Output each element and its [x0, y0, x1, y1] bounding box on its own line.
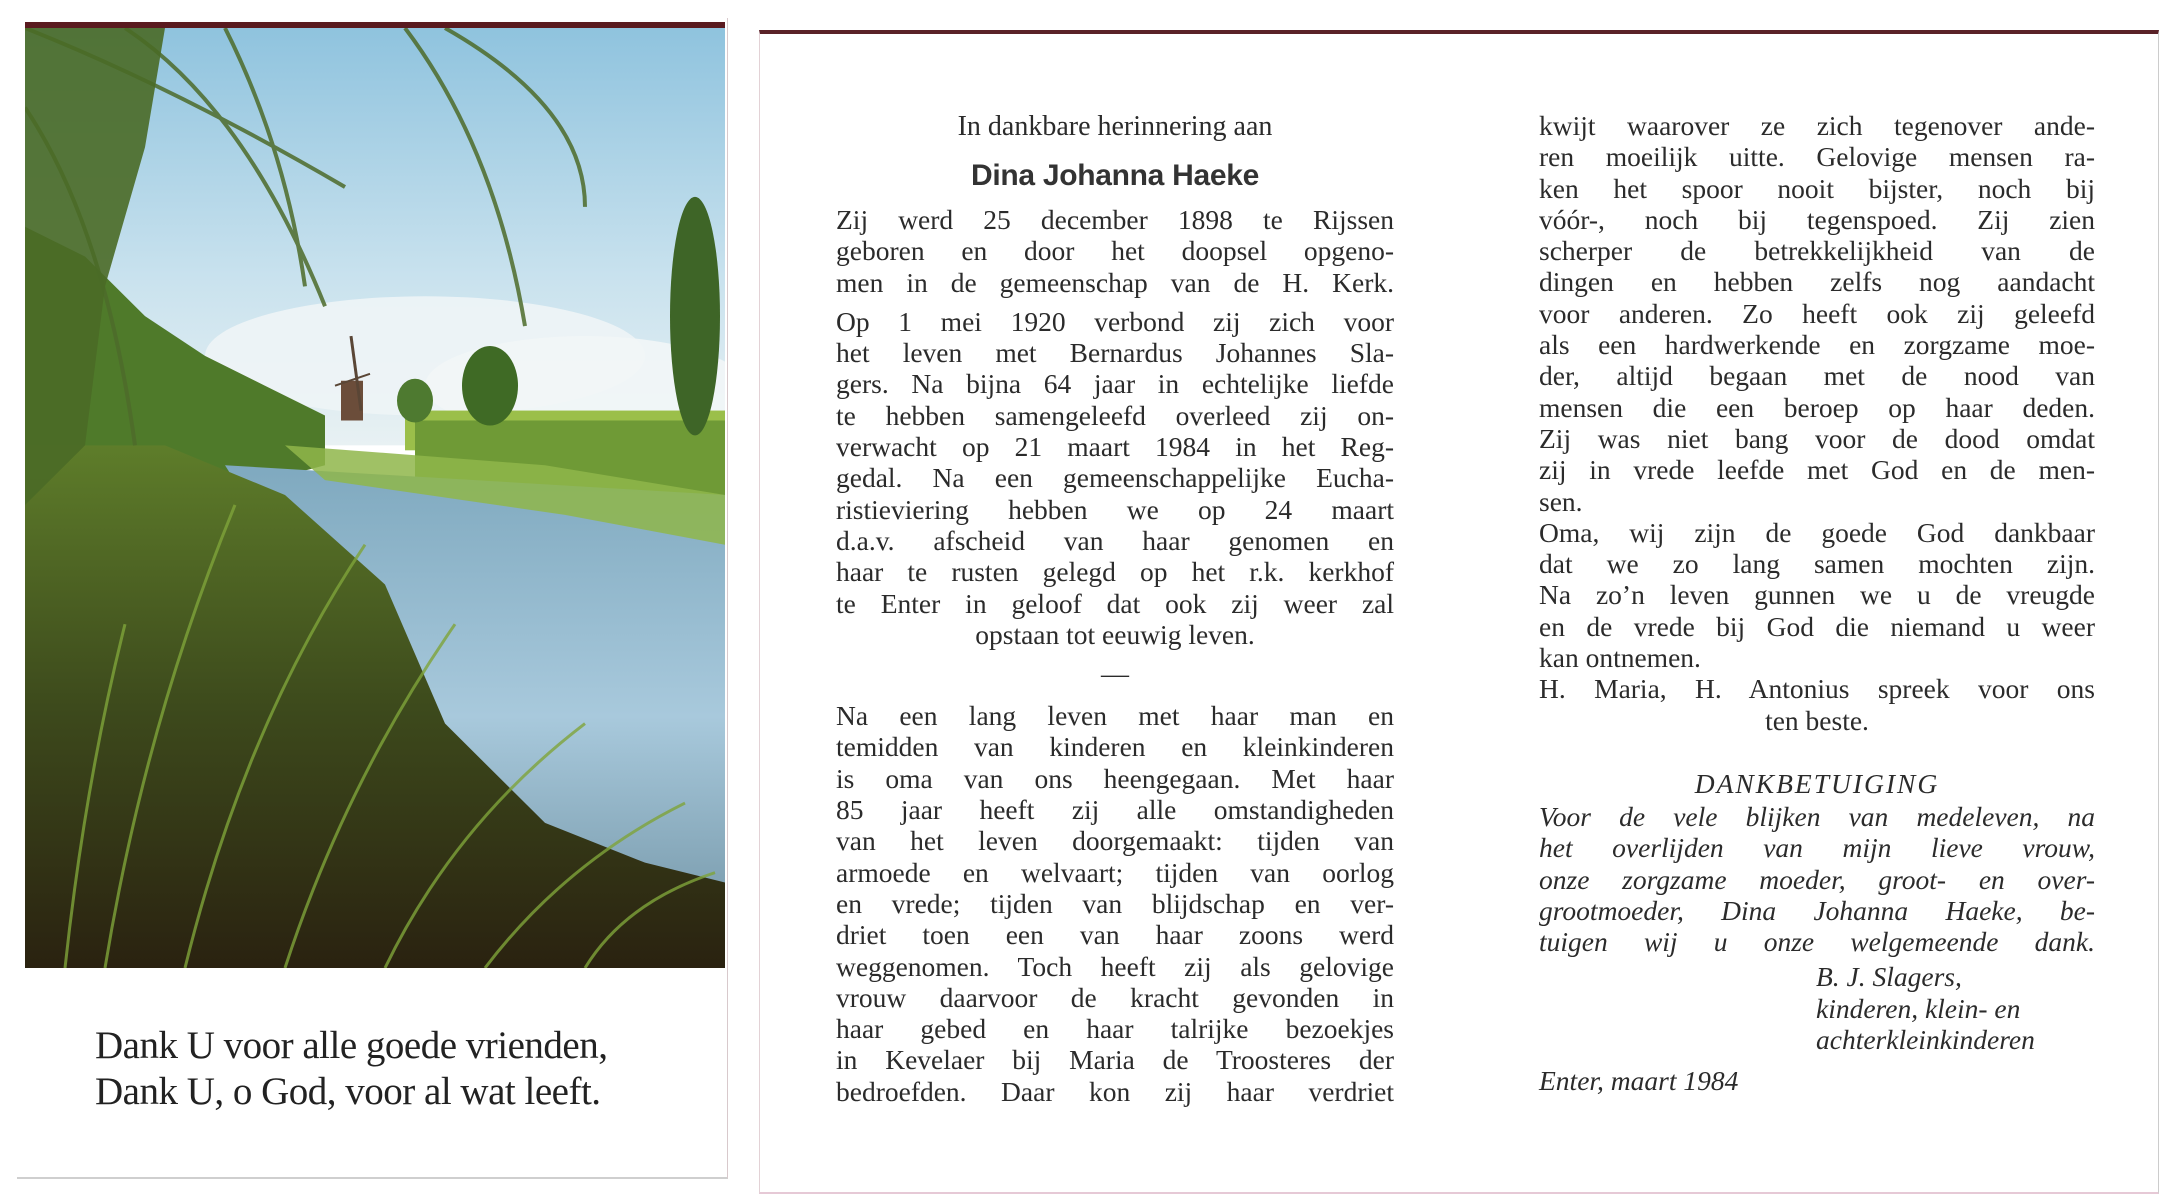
text-line: sen. [1539, 485, 1583, 517]
signature-line: B. J. Slagers, [1816, 961, 1962, 993]
signature-line: kinderen, klein- en [1816, 992, 2021, 1024]
separator: — [1101, 659, 1129, 691]
paragraph-birth [836, 204, 1394, 298]
middle-column [836, 110, 1394, 1107]
text-line: verwacht op 21 maart 1984 in het Reg- [836, 431, 1394, 463]
paragraph-life [836, 700, 1394, 1107]
text-line: dingen en hebben zelfs nog aandacht [1539, 266, 2095, 298]
text-line: gedal. Na een gemeenschappelijke Eucha- [836, 462, 1394, 494]
text-line: 85 jaar heeft zij alle omstandigheden [836, 794, 1394, 826]
landscape-photo [25, 22, 725, 968]
text-line: haar te rusten gelegd op het r.k. kerkhof [836, 556, 1394, 588]
text-line: in Kevelaer bij Maria de Troosteres der [836, 1044, 1394, 1076]
card-heading: In dankbare herinnering aan [957, 111, 1273, 142]
memorial-card-inside [759, 30, 2159, 1194]
acknowledgement-text [1539, 801, 2095, 957]
text-line: d.a.v. afscheid van haar genomen en [836, 524, 1394, 556]
verse [95, 1023, 715, 1115]
text-line: vóór-, noch bij tegenspoed. Zij zien [1539, 203, 2095, 235]
text-line: Zij was niet bang voor de dood omdat [1539, 422, 2095, 454]
text-line: Na een lang leven met haar man en [836, 700, 1394, 732]
acknowledgement-title: DANKBETUIGING [1694, 767, 1940, 799]
text-line: ren moeilijk uitte. Gelovige mensen ra- [1539, 141, 2095, 173]
tree [670, 197, 720, 435]
text-line: der, altijd begaan met de nood van [1539, 360, 2095, 392]
text-line: kan ontnemen. [1539, 642, 1701, 674]
text-line: geboren en door het doopsel opgeno- [836, 235, 1394, 267]
text-line: ristieviering hebben we op 24 maart [836, 493, 1394, 525]
text-line: Na zo’n leven gunnen we u de vreugde [1539, 579, 2095, 611]
text-line: kwijt waarover ze zich tegenover ande- [1539, 110, 2095, 141]
text-line: Oma, wij zijn de goede God dankbaar [1539, 516, 2095, 548]
text-line: haar gebed en haar talrijke bezoekjes [836, 1013, 1394, 1045]
tree [462, 346, 518, 425]
text-line: bedroefden. Daar kon zij haar verdriet [836, 1075, 1394, 1107]
text-line: grootmoeder, Dina Johanna Haeke, be- [1539, 894, 2095, 926]
text-line: H. Maria, H. Antonius spreek voor ons [1539, 673, 2095, 705]
text-line: scherper de betrekkelijkheid van de [1539, 235, 2095, 267]
right-column [1539, 110, 2095, 1097]
text-line: en de vrede bij God die niemand u weer [1539, 610, 2095, 642]
text-line: vrouw daarvoor de kracht gevonden in [836, 981, 1394, 1013]
text-line: van het leven doorgemaakt: tijden van [836, 825, 1394, 857]
text-line: dat we zo lang samen mochten zijn. [1539, 548, 2095, 580]
text-line: te hebben samengeleefd overleed zij on- [836, 399, 1394, 431]
paragraph-marriage [836, 306, 1394, 650]
text-line: Voor de vele blijken van medeleven, na [1539, 800, 2095, 832]
text-line: Op 1 mei 1920 verbond zij zich voor [836, 305, 1394, 337]
text-line: het overlijden van mijn lieve vrouw, [1539, 832, 2095, 864]
text-line: Zij werd 25 december 1898 te Rijssen [836, 204, 1394, 235]
text-line: voor anderen. Zo heeft ook zij geleefd [1539, 297, 2095, 329]
text-line: is oma van ons heengegaan. Met haar [836, 762, 1394, 794]
text-line: temidden van kinderen en kleinkinderen [836, 731, 1394, 763]
text-line: het leven met Bernardus Johannes Sla- [836, 337, 1394, 369]
prayer [1539, 673, 2095, 736]
text-line: en vrede; tijden van blijdschap en ver- [836, 887, 1394, 919]
text-line: ken het spoor nooit bijster, noch bij [1539, 172, 2095, 204]
paragraph-faith [1539, 110, 2095, 517]
signature [1539, 961, 2095, 1055]
text-line: opstaan tot eeuwig leven. [975, 618, 1255, 650]
place-date: Enter, maart 1984 [1539, 1065, 1739, 1097]
text-line: weggenomen. Toch heeft zij als gelovige [836, 950, 1394, 982]
text-line: ten beste. [1765, 704, 1869, 736]
text-line: onze zorgzame moeder, groot- en over- [1539, 863, 2095, 895]
text-line: mensen die een beroep op haar deden. [1539, 391, 2095, 423]
memorial-card-front [17, 18, 728, 1179]
verse-line: Dank U voor alle goede vrienden, [95, 1024, 608, 1067]
paragraph-gratitude [1539, 517, 2095, 673]
text-line: zij in vrede leefde met God en de men- [1539, 454, 2095, 486]
text-line: driet toen een van haar zoons werd [836, 919, 1394, 951]
text-line: te Enter in geloof dat ook zij weer zal [836, 587, 1394, 619]
text-line: men in de gemeenschap van de H. Kerk. [836, 266, 1394, 298]
tree [397, 379, 433, 423]
canal-landscape-illustration [25, 28, 725, 968]
text-line: als een hardwerkende en zorgzame moe- [1539, 329, 2095, 361]
deceased-name: Dina Johanna Haeke [970, 159, 1260, 192]
text-line: armoede en welvaart; tijden van oorlog [836, 856, 1394, 888]
text-line: tuigen wij u onze welgemeende dank. [1539, 926, 2095, 958]
text-line: gers. Na bijna 64 jaar in echtelijke liefde [836, 368, 1394, 400]
verse-line: Dank U, o God, voor al wat leeft. [95, 1070, 601, 1113]
signature-line: achterkleinkinderen [1816, 1024, 2035, 1056]
